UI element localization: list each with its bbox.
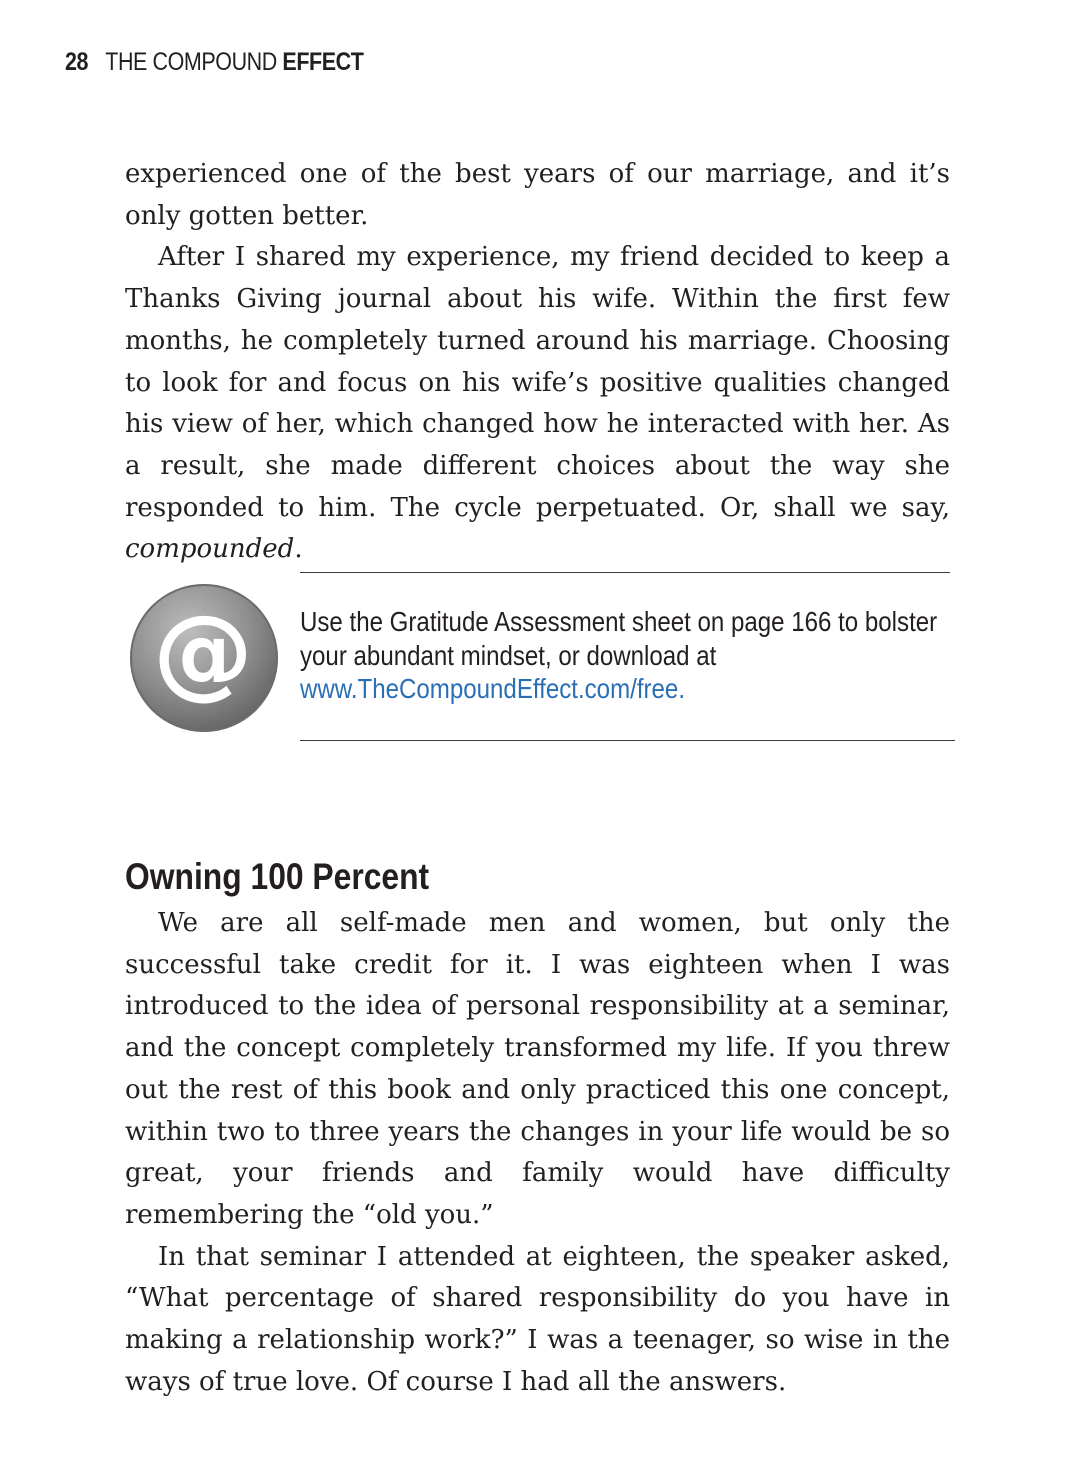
page-number: 28 <box>65 48 89 76</box>
download-link[interactable]: www.TheCompoundEffect.com/free. <box>300 673 686 704</box>
paragraph-continued: experienced one of the best years of our marriage, and it’s only gotten better. <box>125 159 950 231</box>
callout-text: Use the Gratitude Assessment sheet on page 166 to bolster your abundant mindset, or download at <box>300 606 938 671</box>
svg-text:@: @ <box>153 593 253 710</box>
at-sign-icon <box>128 582 280 734</box>
running-head <box>65 48 363 77</box>
paragraph-thanks-giving-journal <box>125 237 950 571</box>
section-heading: Owning 100 Percent <box>125 856 430 897</box>
section-body <box>125 903 950 1403</box>
book-title-regular: THE COMPOUND <box>105 48 277 76</box>
paragraph-seminar: In that seminar I attended at eighteen, the speaker asked, “What percentage of shared responsibility do you have in making a relationship work?” I was a teenager, so wise in the ways of true love. Of course I had all the answers. <box>125 1241 950 1397</box>
book-title-bold: EFFECT <box>282 48 364 76</box>
paragraph-self-made: We are all self-made men and women, but only the successful take credit for it. I was eighteen when I was introduced to the idea of personal responsibility at a seminar, and the concept completely transformed my life. If you threw out the rest of this book and only practiced this one concept, within two to three years the changes in your life would be so great, your friends and family would have difficulty remembering the “old you.” <box>125 908 950 1230</box>
paragraph-text: After I shared my experience, my friend decided to keep a Thanks Giving journal about his wife. Within the first few months, he completely turned around his marriage. Choosing to look for and focus on his wife’s positive qualities changed his view of her, which changed how he interacted with her. As a result, she made different choices about the way she responded to him. The cycle perpetuated. Or, shall we say, <box>125 242 950 523</box>
callout-bottom-rule <box>300 740 955 741</box>
emphasis-compounded: compounded <box>125 534 295 565</box>
callout-box <box>300 605 954 706</box>
paragraph-end-punct: . <box>294 534 303 565</box>
callout-top-rule <box>300 572 950 573</box>
continued-text <box>125 154 950 571</box>
